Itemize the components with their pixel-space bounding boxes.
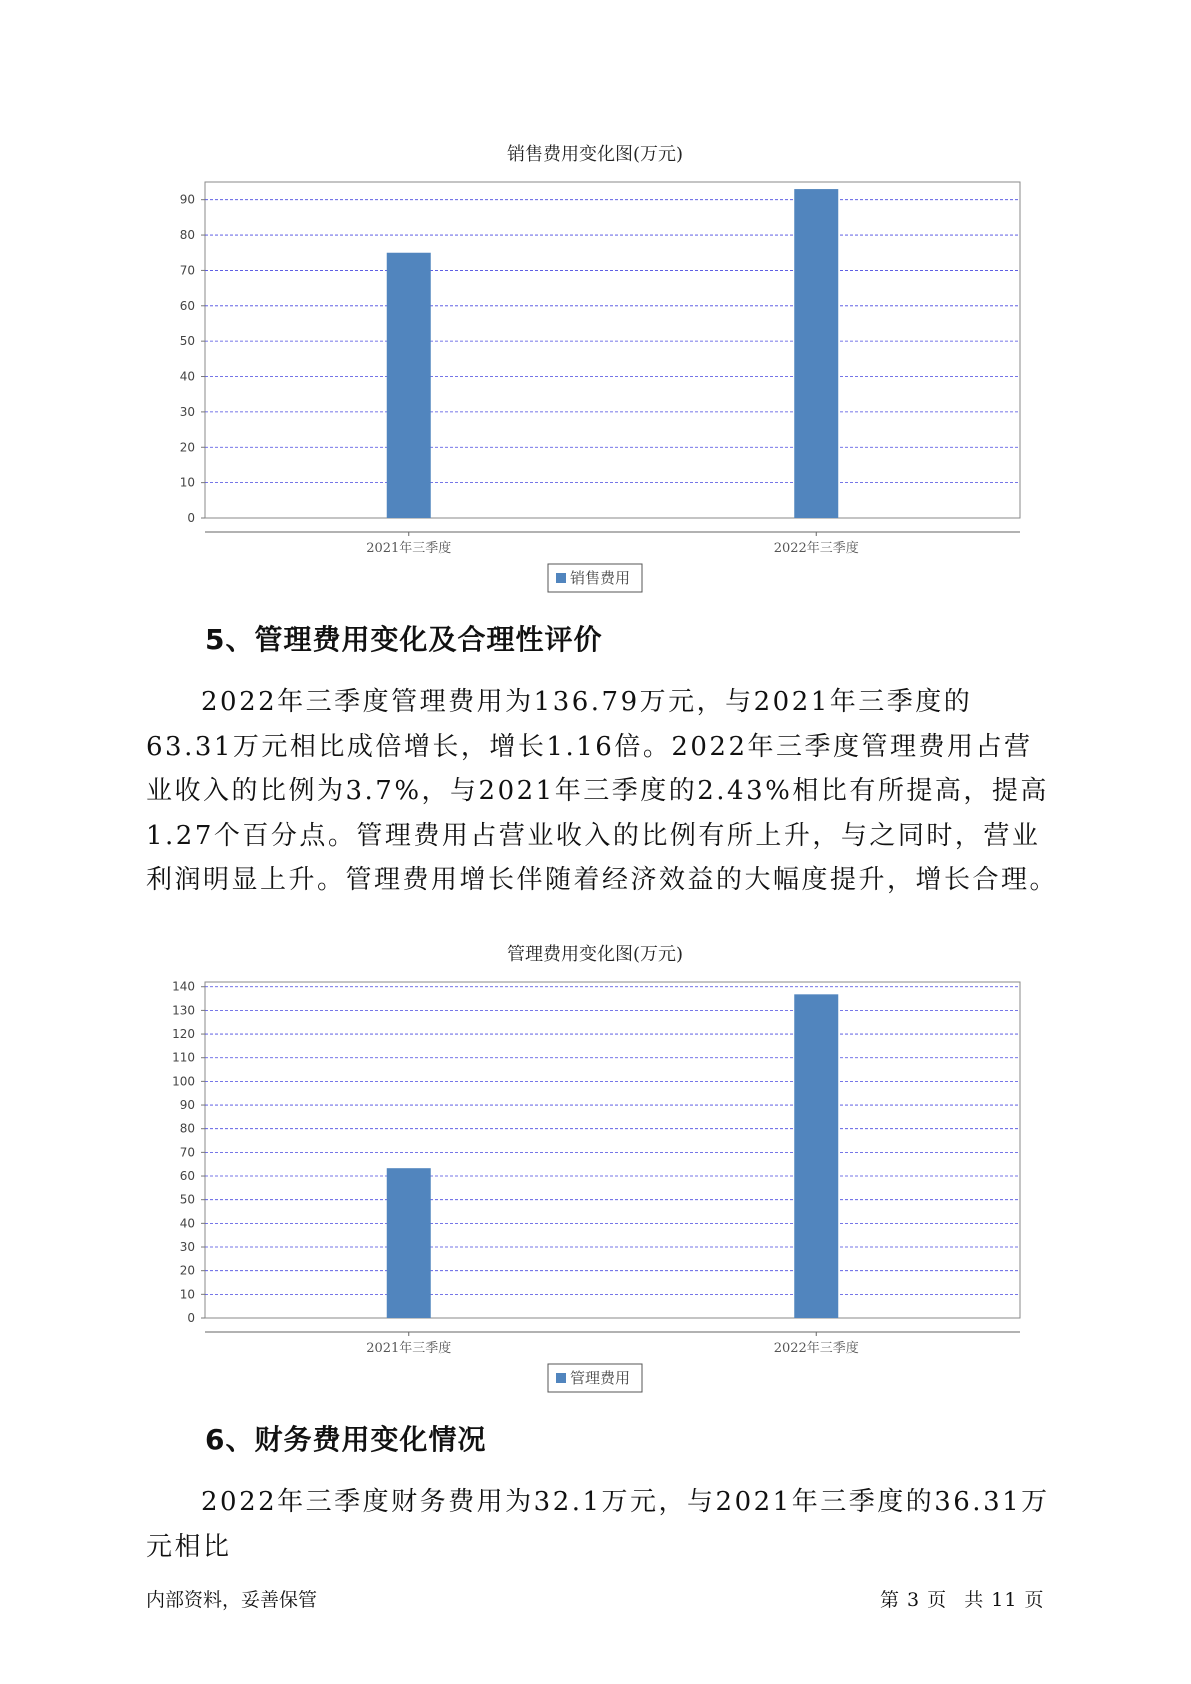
admin-expense-chart [0, 930, 1191, 1400]
sales-chart-legend-swatch [556, 573, 566, 583]
sales-expense-chart [0, 130, 1191, 600]
sales-chart-y-tick-label: 60 [179, 298, 195, 313]
sales-chart-y-tick-label: 0 [187, 511, 195, 525]
admin-chart-x-tick-label: 2021年三季度 [366, 1341, 452, 1356]
sales-chart-title: 销售费用变化图(万元) [506, 144, 684, 165]
sales-chart-y-tick-label: 10 [179, 475, 195, 490]
section-5-paragraph: 2022年三季度管理费用为136.79万元，与2021年三季度的63.31万元相比成倍增长，增长1.16倍。2022年三季度管理费用占营业收入的比例为3.7%，与2021年三季度的2.43%相比有所提高，提高1.27个百分点。管理费用占营业收入的比例有所上升，与之同时，营业利润明显上升。管理费用增长伴随着经济效益的大幅度提升，增长合理。 [146, 687, 1059, 895]
admin-chart-y-tick-label: 40 [179, 1216, 195, 1231]
admin-chart-y-tick-label: 30 [179, 1240, 195, 1255]
admin-chart-y-tick-label: 100 [172, 1074, 195, 1089]
admin-chart-plot-area [205, 982, 1020, 1318]
footer-page-info [880, 1585, 1054, 1612]
admin-chart-y-tick-label: 10 [179, 1287, 195, 1302]
admin-chart-y-tick-label: 20 [179, 1263, 195, 1278]
sales-chart-bar [387, 253, 431, 518]
admin-chart-y-tick-label: 70 [179, 1145, 195, 1160]
admin-chart-y-tick-label: 140 [172, 979, 195, 994]
footer-total-pages: 共 11 页 [964, 1589, 1045, 1611]
admin-chart-x-tick-label: 2022年三季度 [773, 1341, 859, 1356]
sales-chart-plot-area [205, 182, 1020, 518]
admin-chart-y-tick-label: 0 [187, 1311, 195, 1325]
admin-chart-y-tick-label: 110 [172, 1050, 195, 1065]
sales-chart-legend-label: 销售费用 [570, 569, 631, 587]
admin-chart-title: 管理费用变化图(万元) [506, 944, 684, 965]
admin-chart-bar [387, 1168, 431, 1318]
section-6-heading: 6、财务费用变化情况 [205, 1423, 487, 1456]
section-5-heading: 5、管理费用变化及合理性评价 [205, 623, 603, 656]
admin-chart-y-tick-label: 60 [179, 1169, 195, 1184]
sales-chart-y-tick-label: 20 [179, 440, 195, 455]
admin-chart-y-tick-label: 120 [172, 1027, 195, 1042]
sales-chart-y-tick-label: 40 [179, 369, 195, 384]
admin-chart-y-tick-label: 130 [172, 1003, 195, 1018]
footer-page-number: 第 3 页 [880, 1589, 948, 1611]
sales-chart-x-tick-label: 2021年三季度 [366, 541, 452, 556]
footer-confidential-note: 内部资料，妥善保管 [146, 1589, 318, 1611]
sales-chart-x-tick-label: 2022年三季度 [773, 541, 859, 556]
section-6-paragraph: 2022年三季度财务费用为32.1万元，与2021年三季度的36.31万元相比 [146, 1487, 1050, 1562]
sales-chart-y-tick-label: 70 [179, 263, 195, 278]
admin-chart-legend-swatch [556, 1373, 566, 1383]
admin-chart-bar [794, 994, 838, 1318]
sales-expense-chart-svg [0, 130, 1191, 600]
sales-chart-y-tick-label: 90 [179, 192, 195, 207]
sales-chart-bar [794, 189, 838, 518]
admin-chart-y-tick-label: 50 [179, 1192, 195, 1207]
admin-chart-y-tick-label: 80 [179, 1121, 195, 1136]
admin-chart-legend-label: 管理费用 [570, 1369, 631, 1387]
sales-chart-y-tick-label: 80 [179, 228, 195, 243]
sales-chart-y-tick-label: 30 [179, 404, 195, 419]
admin-chart-y-tick-label: 90 [179, 1098, 195, 1113]
sales-chart-y-tick-label: 50 [179, 334, 195, 349]
admin-expense-chart-svg [0, 930, 1191, 1400]
